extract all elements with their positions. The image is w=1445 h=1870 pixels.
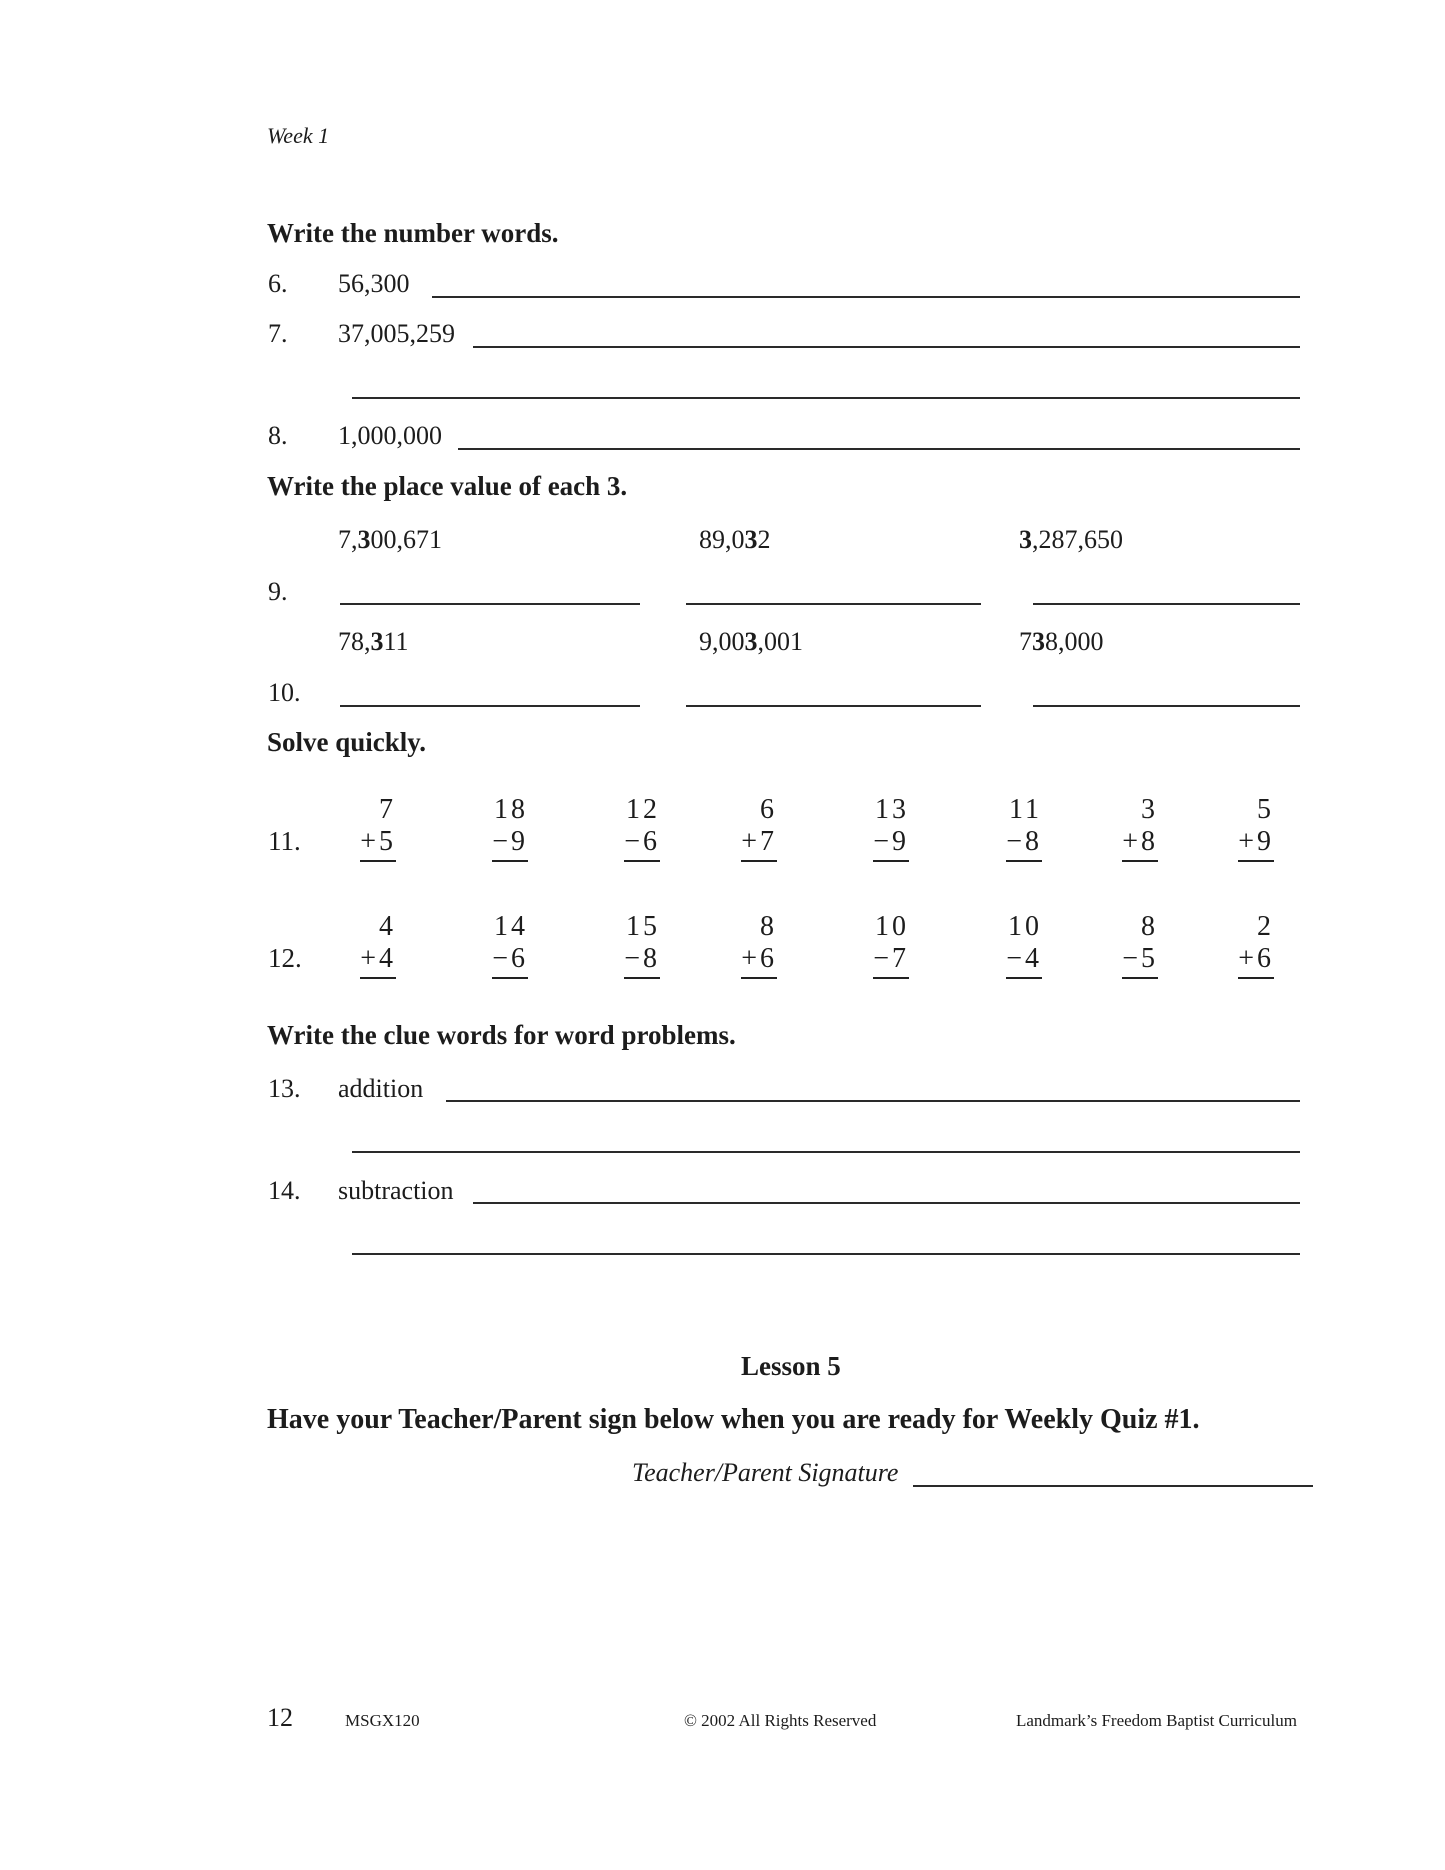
item-value: 1,000,000 [338, 421, 442, 450]
item-number: 8. [268, 421, 288, 450]
arithmetic-problem: 2 +6 [1194, 911, 1274, 979]
place-value-number: 3,287,650 [1019, 525, 1123, 554]
item-number: 12. [268, 943, 302, 973]
page-number: 12 [267, 1703, 293, 1732]
item-number: 10. [268, 678, 301, 707]
answer-line[interactable] [446, 1100, 1300, 1102]
item-number: 7. [268, 319, 288, 348]
answer-line-continuation[interactable] [352, 397, 1300, 399]
arithmetic-problem: 3 +8 [1078, 794, 1158, 862]
answer-line[interactable] [432, 296, 1300, 298]
arithmetic-problem: 18 −9 [448, 794, 528, 862]
item-label: subtraction [338, 1176, 454, 1205]
answer-line[interactable] [340, 603, 640, 605]
arithmetic-problem: 5 +9 [1194, 794, 1274, 862]
answer-line[interactable] [458, 448, 1300, 450]
section-heading-number-words: Write the number words. [267, 218, 559, 248]
answer-line-continuation[interactable] [352, 1253, 1300, 1255]
place-value-number: 78,311 [338, 627, 409, 656]
arithmetic-problem: 8 −5 [1078, 911, 1158, 979]
item-value: 56,300 [338, 269, 410, 298]
answer-line[interactable] [686, 705, 981, 707]
item-number: 14. [268, 1176, 301, 1205]
arithmetic-problem: 10 −7 [829, 911, 909, 979]
place-value-number: 7,300,671 [338, 525, 442, 554]
answer-line[interactable] [1033, 705, 1300, 707]
item-number: 9. [268, 577, 288, 606]
answer-line[interactable] [340, 705, 640, 707]
arithmetic-problem: 13 −9 [829, 794, 909, 862]
section-heading-clue-words: Write the clue words for word problems. [267, 1020, 736, 1050]
section-heading-place-value: Write the place value of each 3. [267, 471, 628, 501]
place-value-number: 9,003,001 [699, 627, 803, 656]
arithmetic-problem: 12 −6 [580, 794, 660, 862]
item-number: 13. [268, 1074, 301, 1103]
place-value-number: 738,000 [1019, 627, 1104, 656]
arithmetic-problem: 7 +5 [316, 794, 396, 862]
answer-line[interactable] [686, 603, 981, 605]
arithmetic-problem: 10 −4 [962, 911, 1042, 979]
arithmetic-problem: 14 −6 [448, 911, 528, 979]
answer-line[interactable] [473, 346, 1300, 348]
signature-label: Teacher/Parent Signature [632, 1458, 899, 1487]
answer-line[interactable] [473, 1202, 1300, 1204]
item-label: addition [338, 1074, 424, 1103]
signature-line[interactable] [913, 1485, 1313, 1487]
arithmetic-problem: 11 −8 [962, 794, 1042, 862]
copyright: © 2002 All Rights Reserved [684, 1711, 877, 1730]
item-number: 6. [268, 269, 288, 298]
place-value-number: 89,032 [699, 525, 771, 554]
course-code: MSGX120 [345, 1711, 420, 1730]
answer-line[interactable] [1033, 603, 1300, 605]
publisher: Landmark’s Freedom Baptist Curriculum [1016, 1711, 1297, 1730]
section-heading-solve-quickly: Solve quickly. [267, 727, 427, 757]
item-value: 37,005,259 [338, 319, 455, 348]
arithmetic-problem: 15 −8 [580, 911, 660, 979]
arithmetic-problem: 8 +6 [697, 911, 777, 979]
item-number: 11. [268, 826, 301, 856]
arithmetic-problem: 6 +7 [697, 794, 777, 862]
week-label: Week 1 [267, 123, 330, 148]
arithmetic-problem: 4 +4 [316, 911, 396, 979]
lesson-title: Lesson 5 [741, 1351, 841, 1381]
answer-line-continuation[interactable] [352, 1151, 1300, 1153]
lesson-instruction: Have your Teacher/Parent sign below when you are ready for Weekly Quiz #1. [267, 1404, 1200, 1435]
